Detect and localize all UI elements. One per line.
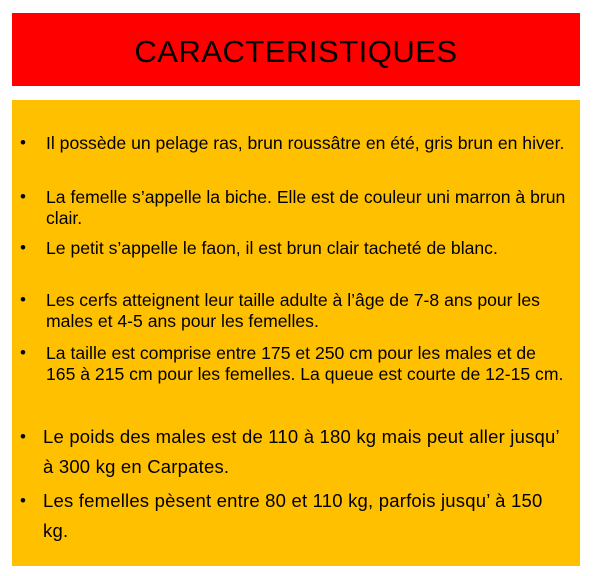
bullet-text: Les femelles pèsent entre 80 et 110 kg, parfois jusqu’ à 150 kg. (43, 490, 543, 541)
bullet-text: Il possède un pelage ras, brun roussâtre en été, gris brun en hiver. (46, 133, 565, 153)
bullet-icon: • (20, 187, 26, 206)
bullet-icon: • (20, 290, 26, 309)
bullet-text: Les cerfs atteignent leur taille adulte à l’âge de 7-8 ans pour les males et 4-5 ans pour les femelles. (46, 290, 540, 331)
title-banner (12, 13, 580, 86)
bullet-icon: • (20, 133, 26, 152)
characteristics-panel (12, 100, 580, 566)
bullet-icon: • (20, 343, 26, 362)
bullet-text: Le petit s’appelle le faon, il est brun clair tacheté de blanc. (46, 238, 498, 258)
bullet-icon: • (20, 491, 26, 510)
bullet-text: La femelle s’appelle la biche. Elle est de couleur uni marron à brun clair. (46, 187, 566, 228)
bullet-icon: • (20, 238, 26, 257)
bullet-text: Le poids des males est de 110 à 180 kg mais peut aller jusqu’ à 300 kg en Carpates. (43, 426, 560, 477)
bullet-icon: • (20, 427, 26, 446)
page-title: CARACTERISTIQUES (134, 33, 458, 69)
bullet-text: La taille est comprise entre 175 et 250 cm pour les males et de 165 à 215 cm pour les femelles. La queue est courte de 12-15 cm. (46, 343, 564, 384)
